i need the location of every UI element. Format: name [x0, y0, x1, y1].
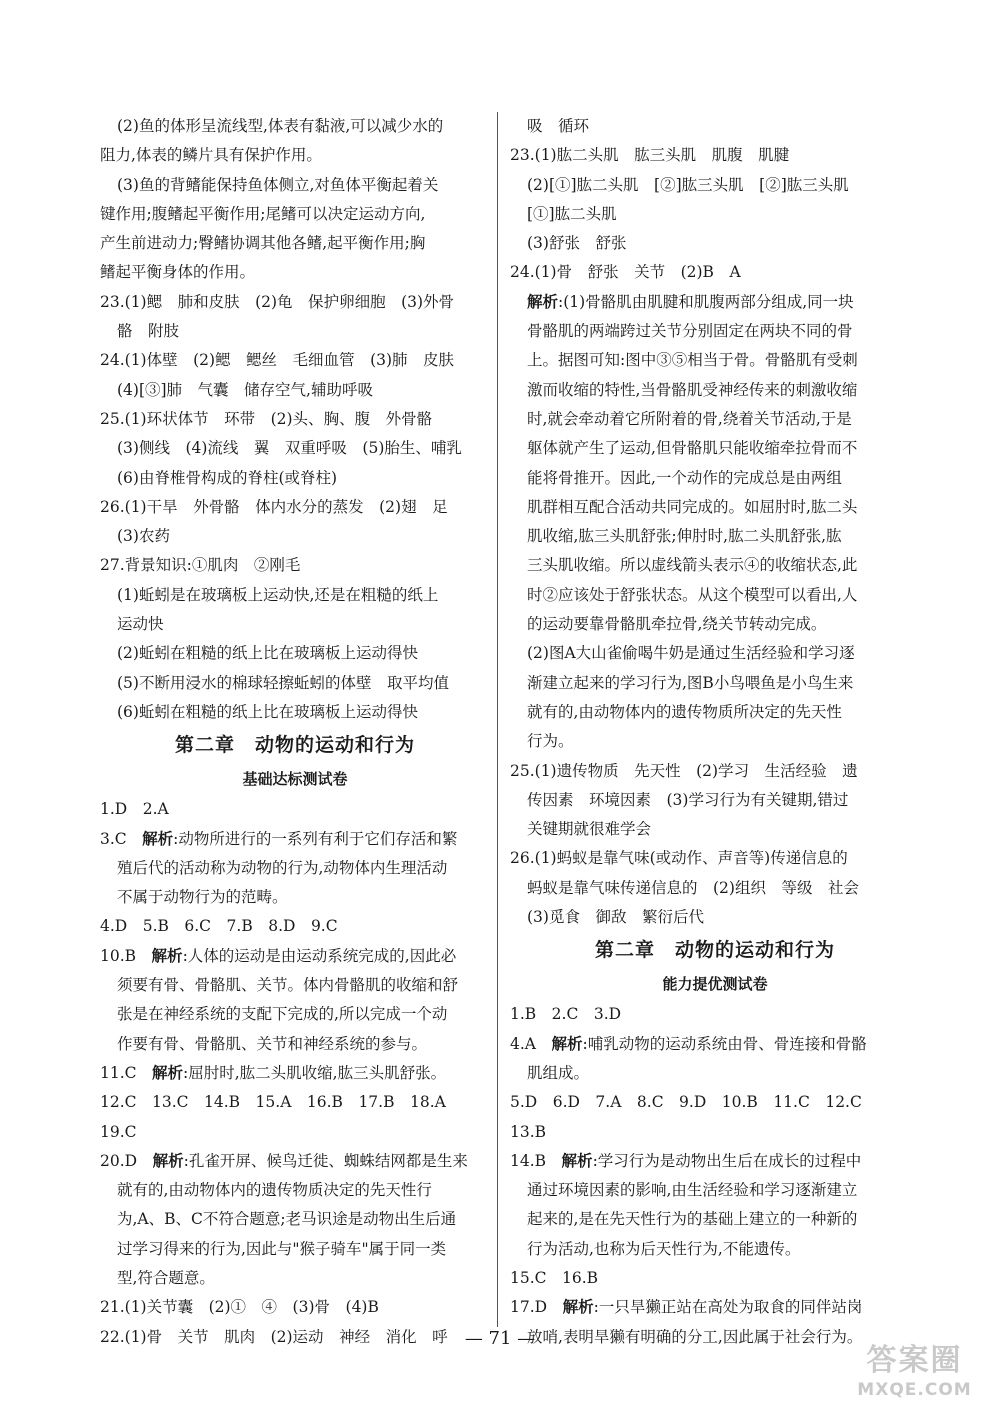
text-line — [100, 942, 490, 971]
explanation-text: :人体的运动是由运动系统完成的,因此必 — [182, 946, 457, 965]
text-line: (3)农药 — [117, 527, 170, 546]
text-line: 通过环境因素的影响,由生活经验和学习逐渐建立 — [527, 1181, 858, 1200]
answer-number: 17.D — [510, 1298, 563, 1317]
text-line: 24.(1)体壁 (2)鳃 鳃丝 毛细血管 (3)肺 皮肤 — [100, 351, 455, 370]
text-line: 行为。 — [527, 732, 574, 751]
text-line: 张是在神经系统的支配下完成的,所以完成一个动 — [117, 1005, 448, 1024]
text-line: [①]肱二头肌 — [527, 204, 617, 223]
right-column — [510, 112, 920, 1352]
text-line: 渐建立起来的学习行为,图B小鸟喂鱼是小鸟生来 — [527, 673, 854, 692]
chapter-heading: 第二章 动物的运动和行为 — [594, 939, 835, 962]
text-line: 肌群相互配合活动共同完成的。如屈肘时,肱二头 — [527, 497, 858, 516]
left-column — [100, 112, 490, 1352]
explanation-label: 解析 — [151, 946, 183, 965]
text-line: 13.B — [510, 1122, 547, 1141]
page-number: — 71 — — [464, 1328, 536, 1349]
text-line: (6)蚯蚓在粗糙的纸上比在玻璃板上运动得快 — [117, 702, 418, 721]
text-line — [510, 288, 920, 317]
text-line: 键作用;腹鳍起平衡作用;尾鳍可以决定运动方向, — [100, 204, 426, 223]
explanation-text: :学习行为是动物出生后在成长的过程中 — [592, 1151, 862, 1170]
text-line: 躯体就产生了运动,但骨骼肌只能收缩牵拉骨而不 — [527, 439, 858, 458]
text-line: (2)鱼的体形呈流线型,体表有黏液,可以减少水的 — [117, 117, 444, 135]
section-subheading: 基础达标测试卷 — [242, 770, 348, 789]
text-line: 激而收缩的特性,当骨骼肌受神经传来的刺激收缩 — [527, 380, 858, 399]
text-line: 就有的,由动物体内的遗传物质决定的先天性行 — [117, 1181, 432, 1200]
text-line: 21.(1)关节囊 (2)① ④ (3)骨 (4)B — [100, 1298, 379, 1317]
text-line: 4.D 5.B 6.C 7.B 8.D 9.C — [100, 917, 338, 936]
text-line: 23.(1)肱二头肌 肱三头肌 肌腹 肌腱 — [510, 146, 790, 165]
text-line: 须要有骨、骨骼肌、关节。体内骨骼肌的收缩和舒 — [117, 976, 459, 995]
text-line: 上。据图可知:图中③⑤相当于骨。骨骼肌有受刺 — [527, 351, 858, 370]
text-line: 就有的,由动物体内的遗传物质所决定的先天性 — [527, 702, 842, 721]
explanation-label: 解析 — [551, 1034, 583, 1053]
answer-number: 3.C — [100, 829, 143, 848]
text-line: (3)觅食 御敌 繁衍后代 — [527, 908, 704, 927]
explanation-text: :一只旱獭正站在高处为取食的同伴站岗 — [593, 1298, 863, 1317]
text-line: 不属于动物行为的范畴。 — [117, 888, 288, 907]
text-line: 肌收缩,肱三头肌舒张;伸肘时,肱二头肌舒张,肱 — [527, 527, 842, 546]
text-line: 传因素 环境因素 (3)学习行为有关键期,错过 — [527, 790, 849, 809]
answer-number: 20.D — [100, 1151, 153, 1170]
explanation-text: :(1)骨骼肌由肌腱和肌腹两部分组成,同一块 — [558, 292, 854, 311]
column-divider — [497, 112, 498, 1327]
text-line: 产生前进动力;臀鳍协调其他各鳍,起平衡作用;胸 — [100, 234, 426, 253]
text-line: 殖后代的活动称为动物的行为,动物体内生理活动 — [117, 858, 448, 877]
explanation-label: 解析 — [527, 292, 559, 311]
explanation-label: 解析 — [152, 1063, 184, 1082]
text-line: 起来的,是在先天性行为的基础上建立的一种新的 — [527, 1210, 858, 1229]
text-line: 放哨,表明旱獭有明确的分工,因此属于社会行为。 — [527, 1327, 863, 1346]
watermark-top-text: 答案圈 — [866, 1343, 963, 1378]
watermark-bottom-text: MXQE.COM — [857, 1380, 972, 1400]
explanation-label: 解析 — [142, 829, 174, 848]
text-line: (2)图A大山雀偷喝牛奶是通过生活经验和学习逐 — [527, 644, 855, 663]
answer-number: 4.A — [510, 1034, 552, 1053]
text-line: 阻力,体表的鳞片具有保护作用。 — [100, 146, 322, 165]
text-line: (3)侧线 (4)流线 翼 双重呼吸 (5)胎生、哺乳 — [117, 439, 462, 458]
text-line: 时,就会牵动着它所附着的骨,绕着关节活动,于是 — [527, 409, 852, 428]
text-line: 蚂蚁是靠气味传递信息的 (2)组织 等级 社会 — [527, 878, 859, 897]
text-line: 作要有骨、骨骼肌、关节和神经系统的参与。 — [117, 1034, 428, 1053]
text-line: (3)鱼的背鳍能保持鱼体侧立,对鱼体平衡起着关 — [117, 175, 439, 194]
text-line: 19.C — [100, 1122, 137, 1141]
text-line: 的运动要靠骨骼肌牵拉骨,绕关节转动完成。 — [527, 615, 827, 634]
chapter-heading: 第二章 动物的运动和行为 — [174, 734, 415, 757]
text-line — [510, 1030, 920, 1059]
text-line — [100, 1059, 490, 1088]
text-line: 行为活动,也称为后天性行为,不能遗传。 — [527, 1239, 801, 1258]
text-line — [100, 825, 490, 854]
section-subheading: 能力提优测试卷 — [662, 975, 768, 994]
answer-number: 11.C — [100, 1063, 153, 1082]
watermark-logo — [847, 1343, 982, 1405]
explanation-text: :动物所进行的一系列有利于它们存活和繁 — [173, 829, 458, 848]
text-line: 26.(1)蚂蚁是靠气味(或动作、声音等)传递信息的 — [510, 849, 848, 868]
text-line: 为,A、B、C不符合题意;老马识途是动物出生后通 — [117, 1210, 457, 1229]
text-line: (3)舒张 舒张 — [527, 234, 627, 253]
explanation-label: 解析 — [562, 1298, 594, 1317]
text-line: 5.D 6.D 7.A 8.C 9.D 10.B 11.C 12.C — [510, 1093, 862, 1112]
text-line: 鳍起平衡身体的作用。 — [100, 263, 256, 282]
text-line: 能将骨推开。因此,一个动作的完成总是由两组 — [527, 468, 842, 487]
text-line: 关键期就很难学会 — [527, 820, 652, 839]
text-line: (2)蚯蚓在粗糙的纸上比在玻璃板上运动得快 — [117, 644, 418, 663]
text-line: 骨骼肌的两端跨过关节分别固定在两块不同的骨 — [527, 322, 853, 341]
text-line: 12.C 13.C 14.B 15.A 16.B 17.B 18.A — [100, 1093, 446, 1112]
text-line: 25.(1)遗传物质 先天性 (2)学习 生活经验 遗 — [510, 761, 858, 780]
text-line: 15.C 16.B — [510, 1268, 599, 1287]
explanation-text: :孔雀开屏、候鸟迁徙、蜘蛛结网都是生来 — [183, 1151, 468, 1170]
explanation-text: :哺乳动物的运动系统由骨、骨连接和骨骼 — [582, 1034, 867, 1053]
text-line: 吸 循环 — [527, 117, 590, 135]
text-line: 1.D 2.A — [100, 800, 169, 819]
text-line: 25.(1)环状体节 环带 (2)头、胸、腹 外骨骼 — [100, 409, 433, 428]
text-line: (6)由脊椎骨构成的脊柱(或脊柱) — [117, 468, 338, 487]
answer-number: 14.B — [510, 1151, 562, 1170]
text-line — [510, 1147, 920, 1176]
explanation-label: 解析 — [152, 1151, 184, 1170]
text-line — [100, 1147, 490, 1176]
explanation-label: 解析 — [561, 1151, 593, 1170]
text-line: 23.(1)鳃 肺和皮肤 (2)龟 保护卵细胞 (3)外骨 — [100, 292, 455, 311]
text-line: 22.(1)骨 关节 肌肉 (2)运动 神经 消化 呼 — [100, 1327, 448, 1346]
text-line — [510, 1293, 920, 1322]
text-line: 过学习得来的行为,因此与"猴子骑车"属于同一类 — [117, 1239, 447, 1258]
text-line: 24.(1)骨 舒张 关节 (2)B A — [510, 263, 741, 282]
text-line: (4)[③]肺 气囊 储存空气,辅助呼吸 — [117, 380, 373, 399]
text-line: (1)蚯蚓是在玻璃板上运动快,还是在粗糙的纸上 — [117, 585, 439, 604]
answer-number: 10.B — [100, 946, 152, 965]
text-line: 骼 附肢 — [117, 322, 180, 341]
text-line: 时②应该处于舒张状态。从这个模型可以看出,人 — [527, 585, 858, 604]
explanation-text: :屈肘时,肱二头肌收缩,肱三头肌舒张。 — [183, 1063, 447, 1082]
text-line: 型,符合题意。 — [117, 1268, 215, 1287]
text-line: 26.(1)干旱 外骨骼 体内水分的蒸发 (2)翅 足 — [100, 497, 448, 516]
text-line: (2)[①]肱二头肌 [②]肱三头肌 [②]肱三头肌 — [527, 175, 849, 194]
text-line: 肌组成。 — [527, 1063, 590, 1082]
text-line: 27.背景知识:①肌肉 ②刚毛 — [100, 556, 301, 575]
text-line: 1.B 2.C 3.D — [510, 1005, 622, 1024]
text-line: 运动快 — [117, 615, 164, 634]
text-line: (5)不断用浸水的棉球轻擦蚯蚓的体壁 取平均值 — [117, 673, 449, 692]
text-line: 三头肌收缩。所以虚线箭头表示④的收缩状态,此 — [527, 556, 858, 575]
